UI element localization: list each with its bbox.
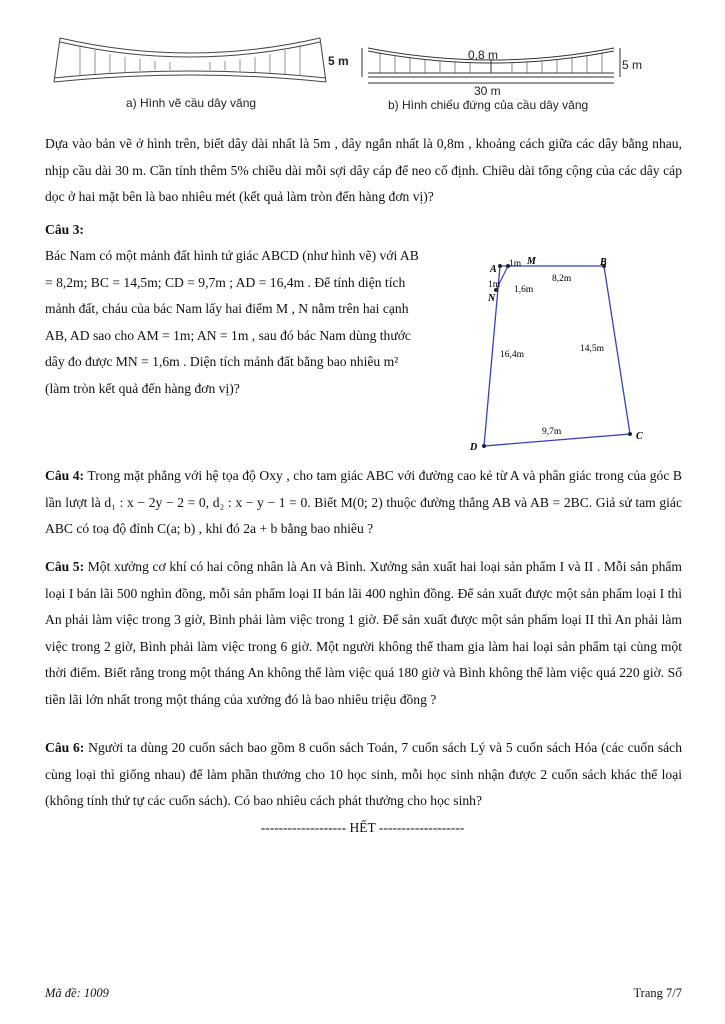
intro-paragraph: Dựa vào bản vẽ ở hình trên, biết dây dài nhất là 5m , dây ngắn nhất là 0,8m , khoảng cách giữa các dây bằng nhau, nhịp cầu dài 30 m. Cần tính thêm 5% chiều dài mỗi sợi dây cáp để neo cố định. Chiều dài tổng cộng của các dây cáp dọc ở hai mặt bên là bao nhiêu mét (kết quả làm tròn đến hàng đơn vị)? (45, 136, 682, 204)
q5-block (45, 554, 682, 713)
point-label-a: A (490, 264, 497, 275)
q4-title: Câu 4: (45, 468, 85, 483)
q5-title: Câu 5: (45, 559, 85, 574)
end-marker: ------------------- HẾT ------------------- (260, 820, 465, 835)
dim-label-5m-right: 5 m (622, 58, 643, 72)
label-am: 1m (509, 259, 522, 269)
label-cd: 9,7m (542, 427, 562, 437)
footer-page-number: Trang 7/7 (633, 986, 682, 1000)
point-label-d: D (470, 442, 478, 453)
caption-a: a) Hình vẽ cầu dây văng (126, 96, 257, 110)
q3-title: Câu 3: (45, 222, 84, 237)
q6-title: Câu 6: (45, 740, 85, 755)
point-label-c: C (636, 431, 643, 442)
point-label-m: M (527, 256, 536, 267)
q4-block (45, 463, 682, 543)
bridge-perspective-drawing (54, 38, 326, 82)
label-an: 1m (488, 280, 501, 290)
point-label-b: B (600, 257, 607, 268)
label-bc: 14,5m (580, 344, 605, 354)
label-ab: 8,2m (552, 274, 572, 284)
q3-text: Bác Nam có một mảnh đất hình tứ giác ABCD (như hình vẽ) với AB = 8,2m; BC = 14,5m; CD = 9,7m ; AD = 16,4m . Để tính diện tích mảnh đất, cháu của bác Nam lấy hai điểm M , N nằm trên hai cạnh AB, AD sao cho AM = 1m; AN = 1m , sau đó bác Nam dùng thước dây đo được MN = 1,6m . Diện tích mảnh đất bằng bao nhiêu m² (làm tròn kết quả đến hàng đơn vị)? (45, 248, 419, 396)
point-label-n: N (488, 293, 496, 304)
footer-exam-code: Mã đề: 1009 (45, 986, 109, 1000)
q6-text: Người ta dùng 20 cuốn sách bao gồm 8 cuốn sách Toán, 7 cuốn sách Lý và 5 cuốn sách Hóa (các cuốn sách cùng loại thì giống nhau) để làm phần thưởng cho 10 học sinh, mỗi học sinh nhận được 2 cuốn sách khác thể loại (không tính thứ tự các cuốn sách). Có bao nhiêu cách phát thưởng cho học sinh? (45, 740, 682, 808)
q4-text: Trong mặt phẳng với hệ tọa độ Oxy , cho tam giác ABC với đường cao kẻ từ A và phân giác trong của góc B lần lượt là d₁ : x − 2y − 2 = 0, d₂ : x − y − 1 = 0. Biết M(0; 2) thuộc đường thẳng AB và AB = 2BC. Giả sử tam giác ABC có toạ độ đỉnh C(a; b) , khi đó 2a + b bằng bao nhiêu ? (45, 468, 682, 536)
label-ad: 16,4m (500, 350, 525, 360)
label-mn: 1,6m (514, 285, 534, 295)
q6-block (45, 735, 682, 815)
quadrilateral-figure (460, 252, 660, 456)
dim-label-08m: 0,8 m (468, 48, 499, 62)
dim-label-5m-left: 5 m (328, 54, 349, 68)
q5-text: Một xưởng cơ khí có hai công nhân là An và Bình. Xưởng sản xuất hai loại sản phẩm I và II . Mỗi sản phẩm loại I bán lãi 500 nghìn đồng, mỗi sản phẩm loại II bán lãi 400 nghìn đồng. Để sản xuất được một sản phẩm loại I thì An phải làm việc trong 3 giờ, Bình phải làm việc trong 1 giờ. Để sản xuất được một sản phẩm loại II thì An phải làm việc trong 2 giờ, Bình phải làm việc trong 6 giờ. Một người không thể tham gia làm hai loại sản phẩm tại cùng một thời điểm. Biết rằng trong một tháng An không thể làm việc quá 180 giờ và Bình không thể làm việc quá 220 giờ. Số tiền lãi lớn nhất trong một tháng của xưởng đó là bao nhiêu triệu đồng ? (45, 559, 682, 707)
caption-b: b) Hình chiếu đứng của cầu dây văng (388, 98, 589, 112)
dim-label-30m: 30 m (474, 84, 501, 98)
